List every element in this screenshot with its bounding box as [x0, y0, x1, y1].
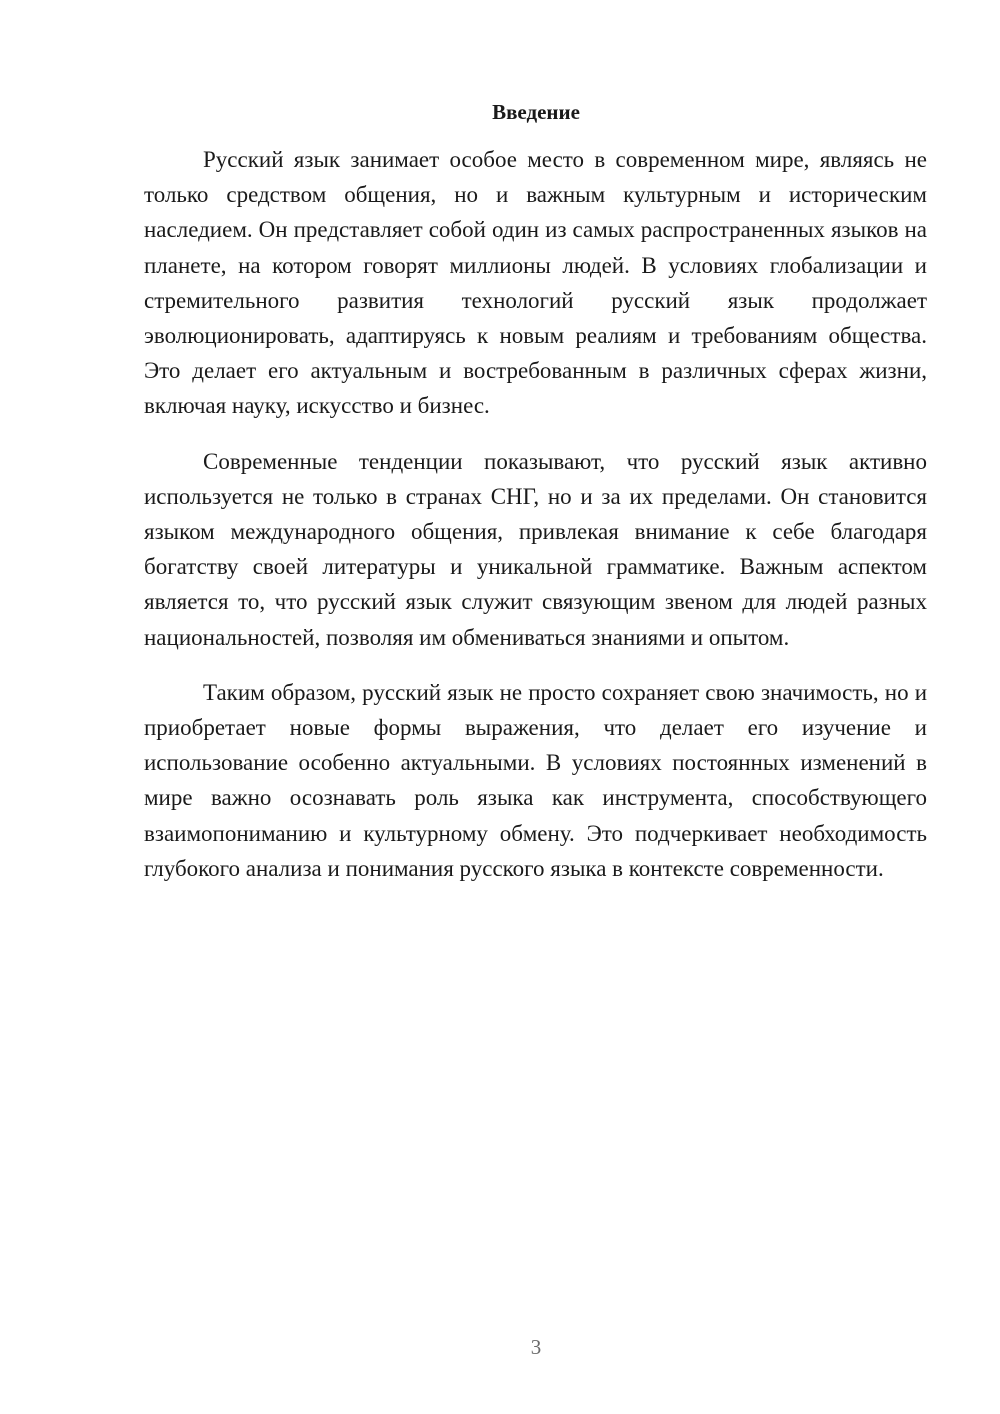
paragraph: Современные тенденции показывают, что русский язык активно используется не только в странах СНГ, но и за их пределами. Он становится языком международного общения, привлекая внимание к себе благодаря богатству своей литературы и уникальной грамматике. Важным аспектом является то, что русский язык служит связующим звеном для людей разных национальностей, позволяя им обмениваться знаниями и опытом.: [144, 448, 927, 650]
paragraph: Таким образом, русский язык не просто сохраняет свою значимость, но и приобретает новые формы выражения, что делает его изучение и использование особенно актуальными. В условиях постоянных изменений в мире важно осознавать роль языка как инструмента, способствующего взаимопониманию и культурному обмену. Это подчеркивает необходимость глубокого анализа и понимания русского языка в контексте современности.: [144, 679, 927, 881]
page-title: Введение: [492, 100, 580, 124]
body-text: [144, 142, 927, 906]
page-number: 3: [530, 1335, 542, 1359]
paragraph: Русский язык занимает особое место в современном мире, являясь не только средством общения, но и важным культурным и историческим наследием. Он представляет собой один из самых распространенных языков на планете, на котором говорят миллионы людей. В условиях глобализации и стремительного развития технологий русский язык продолжает эволюционировать, адаптируясь к новым реалиям и требованиям общества. Это делает его актуальным и востребованным в различных сферах жизни, включая науку, искусство и бизнес.: [144, 147, 927, 419]
